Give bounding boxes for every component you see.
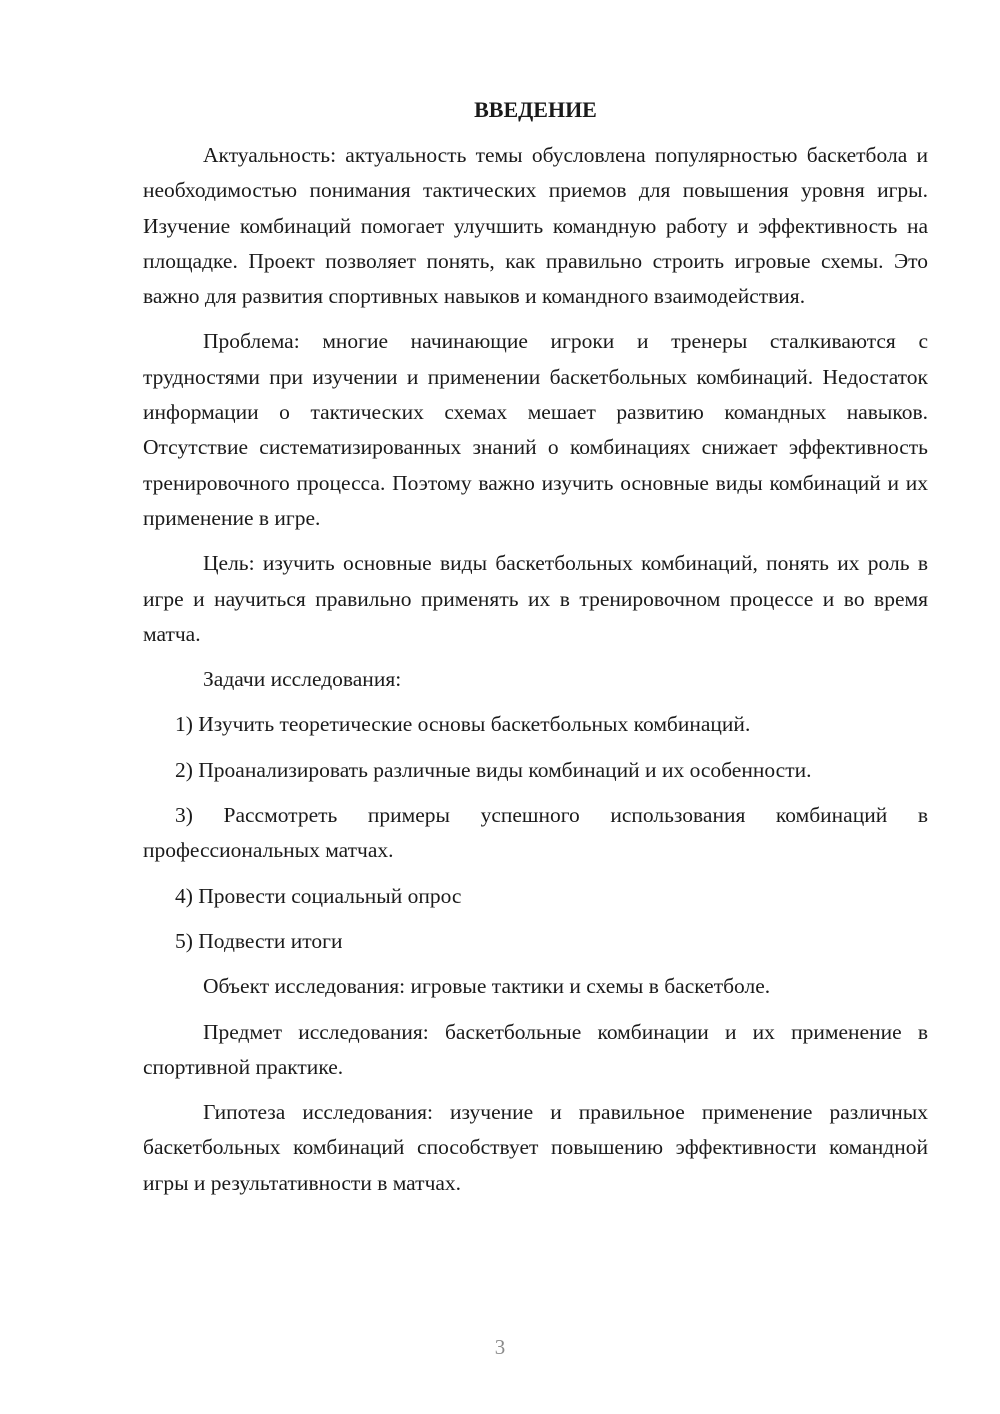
object-paragraph: Объект исследования: игровые тактики и схемы в баскетболе. (203, 974, 771, 999)
task-item-2: 2) Проанализировать различные виды комбинаций и их особенности. (175, 757, 812, 782)
problem-paragraph: Проблема: многие начинающие игроки и тренеры сталкиваются с трудностями при изучении и применении баскетбольных комбинаций. Недостаток информации о тактических схемах мешает развитию командных навыков. Отсутствие систематизированных знаний о комбинациях снижает эффективность тренировочного процесса. Поэтому важно изучить основные виды комбинаций и их применение в игре. (143, 329, 928, 530)
relevance-paragraph: Актуальность: актуальность темы обусловлена популярностью баскетбола и необходимостью понимания тактических приемов для повышения уровня игры. Изучение комбинаций помогает улучшить командную работу и эффективность на площадке. Проект позволяет понять, как правильно строить игровые схемы. Это важно для развития спортивных навыков и командного взаимодействия. (143, 143, 928, 309)
task-item-3: 3) Рассмотреть примеры успешного использования комбинаций в профессиональных матчах. (143, 803, 928, 863)
goal-paragraph: Цель: изучить основные виды баскетбольных комбинаций, понять их роль в игре и научиться правильно применять их в тренировочном процессе и во время матча. (143, 551, 928, 646)
page-number: 3 (494, 1335, 506, 1359)
subject-paragraph: Предмет исследования: баскетбольные комбинации и их применение в спортивной практике. (143, 1019, 928, 1079)
tasks-list (143, 707, 928, 959)
task-item-1: 1) Изучить теоретические основы баскетбольных комбинаций. (175, 712, 751, 737)
task-item-4: 4) Провести социальный опрос (175, 883, 462, 908)
hypothesis-paragraph: Гипотеза исследования: изучение и правильное применение различных баскетбольных комбинаций способствует повышению эффективности командной игры и результативности в матчах. (143, 1100, 928, 1195)
section-title: ВВЕДЕНИЕ (474, 97, 597, 122)
task-item-5: 5) Подвести итоги (175, 928, 343, 953)
document-page (143, 96, 928, 1211)
tasks-heading: Задачи исследования: (203, 667, 402, 692)
